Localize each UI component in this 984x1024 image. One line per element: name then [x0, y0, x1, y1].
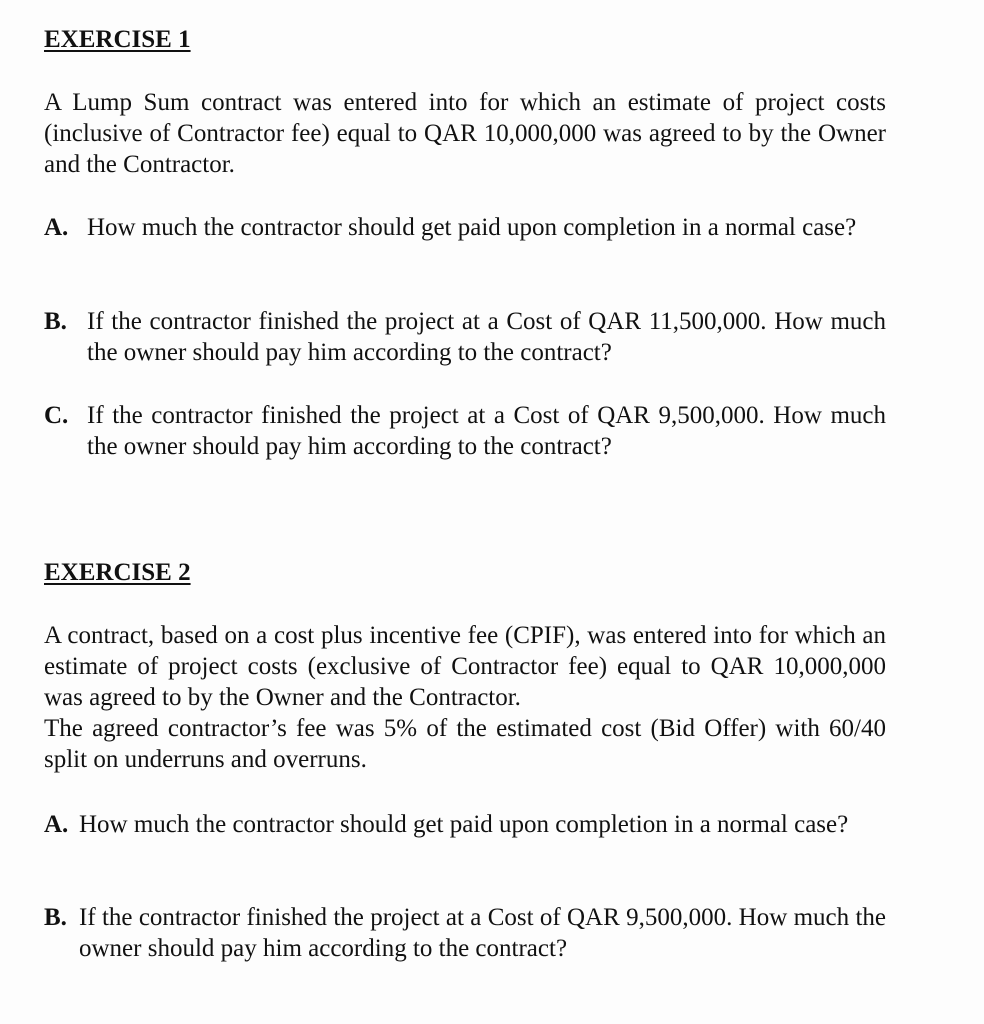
exercise-2-intro	[44, 620, 886, 775]
exercise-2-intro-paragraph-1: A contract, based on a cost plus incentive fee (CPIF), was entered into for which an estimate of project costs (exclusive of Contractor fee) equal to QAR 10,000,000 was agreed to by the Owner and the Contractor.	[44, 622, 886, 711]
question-marker: B.	[44, 308, 67, 335]
exercise-1-intro: A Lump Sum contract was entered into for which an estimate of project costs (inclusive of Contractor fee) equal to QAR 10,000,000 was agreed to by the Owner and the Contractor.	[44, 89, 886, 178]
exercise-1-question-b	[44, 306, 886, 368]
question-text: How much the contractor should get paid upon completion in a normal case?	[79, 811, 849, 838]
exercise-1-question-c	[44, 400, 886, 462]
question-marker: A.	[44, 214, 69, 241]
question-marker: C.	[44, 402, 69, 429]
exercise-1-question-a	[44, 212, 886, 243]
question-marker: A.	[44, 811, 69, 838]
question-marker: B.	[44, 904, 67, 931]
exercise-2-title: EXERCISE 2	[44, 559, 191, 586]
question-text: If the contractor finished the project at a Cost of QAR 11,500,000. How much the owner should pay him according to the contract?	[87, 308, 886, 366]
question-text: If the contractor finished the project at a Cost of QAR 9,500,000. How much the owner should pay him according to the contract?	[79, 904, 886, 962]
exercise-1-title: EXERCISE 1	[44, 26, 191, 53]
exercise-2-intro-paragraph-2: The agreed contractor’s fee was 5% of the estimated cost (Bid Offer) with 60/40 split on underruns and overruns.	[44, 715, 886, 773]
exercise-2-question-a	[44, 809, 886, 840]
exercise-2-question-b	[44, 902, 886, 964]
question-text: If the contractor finished the project at a Cost of QAR 9,500,000. How much the owner should pay him according to the contract?	[87, 402, 886, 460]
question-text: How much the contractor should get paid upon completion in a normal case?	[87, 214, 857, 241]
